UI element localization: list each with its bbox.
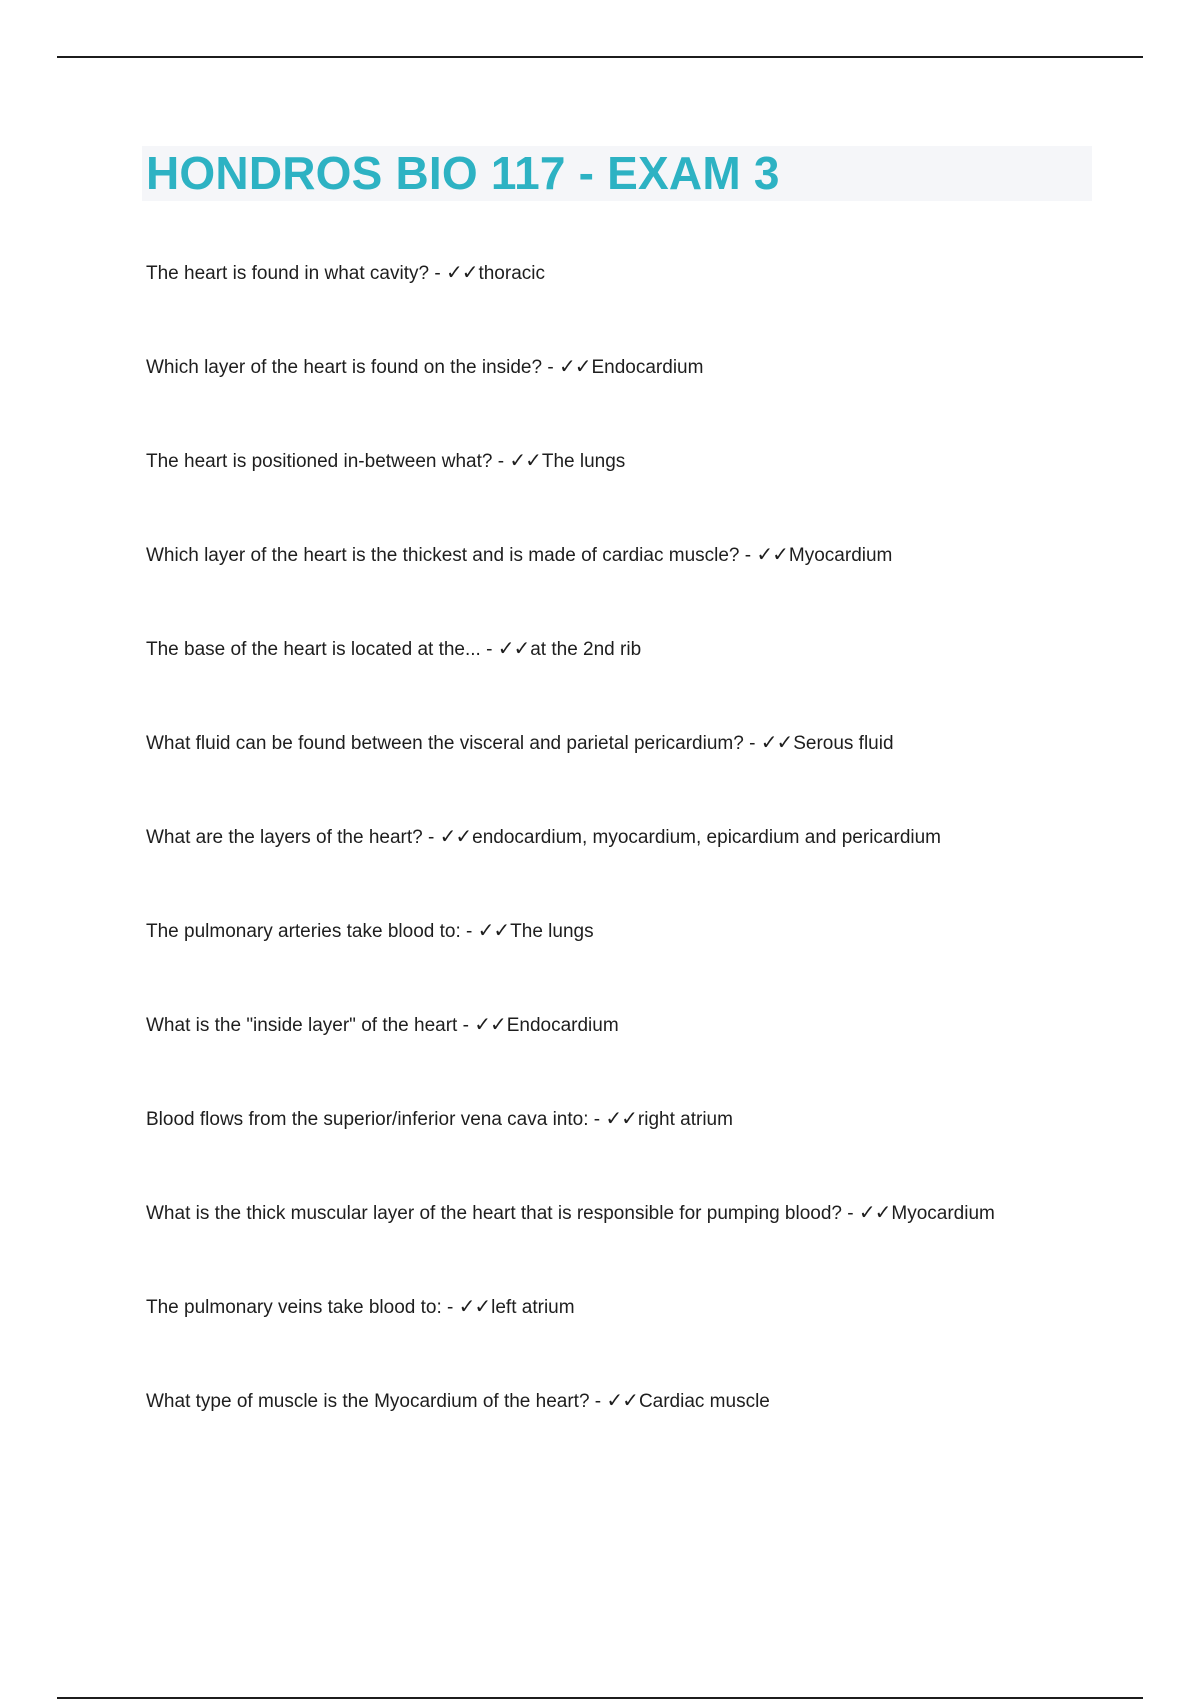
check-icon: ✓✓ bbox=[445, 260, 478, 284]
question-text: What are the layers of the heart? bbox=[146, 827, 423, 848]
check-icon: ✓✓ bbox=[605, 1106, 637, 1130]
question-text: The pulmonary veins take blood to: bbox=[146, 1297, 442, 1318]
separator: - bbox=[460, 921, 478, 942]
question-text: The heart is positioned in-between what? bbox=[146, 451, 493, 472]
separator: - bbox=[542, 357, 559, 378]
qa-item bbox=[146, 732, 1146, 826]
question-text: What fluid can be found between the visceral and parietal pericardium? bbox=[146, 733, 744, 754]
check-icon: ✓✓ bbox=[477, 918, 510, 942]
qa-item bbox=[146, 1390, 1146, 1484]
qa-item bbox=[146, 920, 1146, 1014]
question-text: What type of muscle is the Myocardium of the heart? bbox=[146, 1391, 590, 1412]
top-divider bbox=[57, 56, 1143, 58]
qa-item bbox=[146, 1108, 1146, 1202]
check-icon: ✓✓ bbox=[497, 636, 530, 660]
separator: - bbox=[441, 1297, 459, 1318]
answer-text: right atrium bbox=[637, 1109, 733, 1130]
answer-text: at the 2nd rib bbox=[530, 639, 642, 660]
separator: - bbox=[588, 1109, 606, 1130]
question-text: The base of the heart is located at the... bbox=[146, 639, 481, 660]
separator: - bbox=[429, 263, 446, 284]
qa-item bbox=[146, 1296, 1146, 1390]
separator: - bbox=[739, 545, 757, 566]
separator: - bbox=[743, 733, 761, 754]
check-icon: ✓✓ bbox=[606, 1388, 638, 1412]
separator: - bbox=[422, 827, 440, 848]
answer-text: Cardiac muscle bbox=[638, 1391, 770, 1412]
answer-text: Endocardium bbox=[591, 357, 704, 378]
qa-item bbox=[146, 544, 1146, 638]
qa-item bbox=[146, 450, 1146, 544]
answer-text: Myocardium bbox=[788, 545, 893, 566]
check-icon: ✓✓ bbox=[509, 448, 541, 472]
qa-item bbox=[146, 262, 1146, 356]
answer-text: The lungs bbox=[510, 921, 594, 942]
answer-text: The lungs bbox=[541, 451, 626, 472]
check-icon: ✓✓ bbox=[458, 1294, 491, 1318]
question-text: What is the thick muscular layer of the heart that is responsible for pumping blood? bbox=[146, 1203, 842, 1224]
qa-item bbox=[146, 638, 1146, 732]
question-text: Which layer of the heart is found on the inside? bbox=[146, 357, 543, 378]
answer-text: Serous fluid bbox=[793, 733, 894, 754]
answer-text: left atrium bbox=[491, 1297, 575, 1318]
check-icon: ✓✓ bbox=[439, 824, 472, 848]
answer-text: endocardium, myocardium, epicardium and pericardium bbox=[472, 827, 942, 848]
answer-text: Myocardium bbox=[891, 1203, 995, 1224]
check-icon: ✓✓ bbox=[558, 354, 591, 378]
question-list bbox=[146, 262, 1146, 1484]
check-icon: ✓✓ bbox=[760, 730, 793, 754]
bottom-divider bbox=[57, 1697, 1143, 1699]
separator: - bbox=[841, 1203, 859, 1224]
qa-item bbox=[146, 826, 1146, 920]
check-icon: ✓✓ bbox=[858, 1200, 891, 1224]
question-text: What is the "inside layer" of the heart bbox=[146, 1015, 458, 1036]
qa-item bbox=[146, 356, 1146, 450]
qa-item bbox=[146, 1014, 1146, 1108]
separator: - bbox=[589, 1391, 607, 1412]
separator: - bbox=[492, 451, 510, 472]
answer-text: thoracic bbox=[478, 263, 545, 284]
separator: - bbox=[480, 639, 498, 660]
qa-item bbox=[146, 1202, 1146, 1296]
answer-text: Endocardium bbox=[506, 1015, 619, 1036]
check-icon: ✓✓ bbox=[474, 1012, 506, 1036]
question-text: The heart is found in what cavity? bbox=[146, 263, 430, 284]
separator: - bbox=[457, 1015, 475, 1036]
question-text: The pulmonary arteries take blood to: bbox=[146, 921, 461, 942]
check-icon: ✓✓ bbox=[756, 542, 788, 566]
question-text: Which layer of the heart is the thickest and is made of cardiac muscle? bbox=[146, 545, 740, 566]
question-text: Blood flows from the superior/inferior vena cava into: bbox=[146, 1109, 589, 1130]
document-title: HONDROS BIO 117 - EXAM 3 bbox=[146, 147, 780, 199]
